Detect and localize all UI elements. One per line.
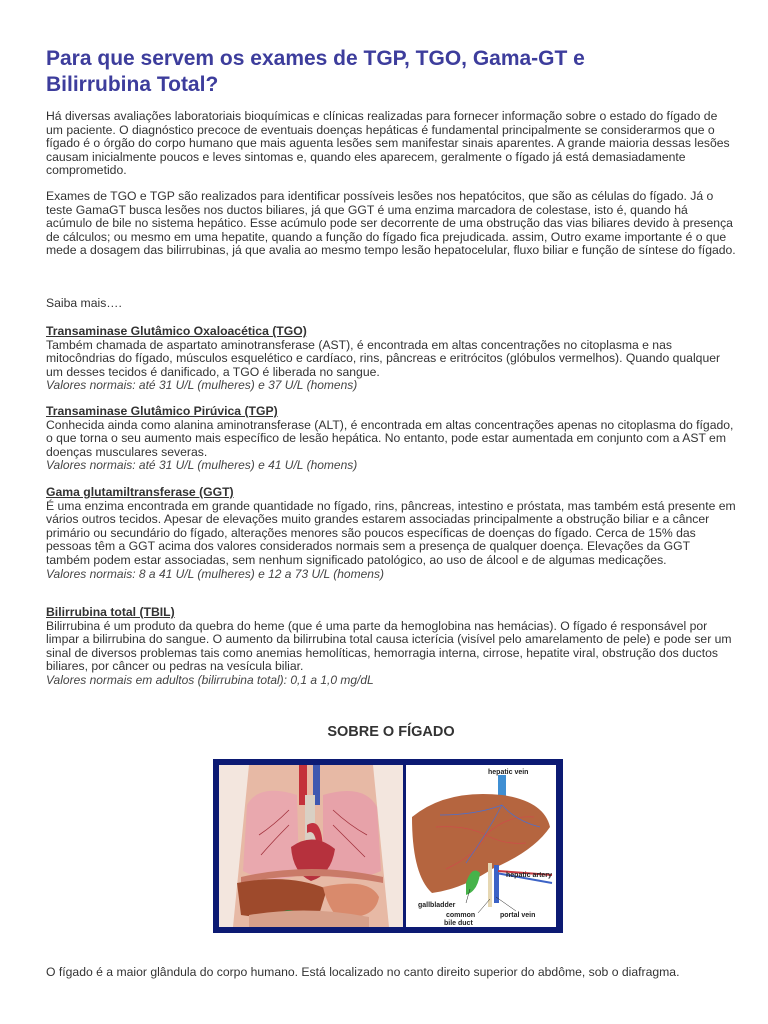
section-body: Também chamada de aspartato aminotransferase (AST), é encontrada em altas concentrações no citoplasma e nas mitocôndrias do fígado, músculos esquelético e cardíaco, rins, pâncreas e eritrócitos (glóbulos vermelhos). Quando qualquer um desses tecidos é danificado, a TGO é liberada no sangue. xyxy=(46,337,721,379)
saiba-mais-text: Saiba mais…. xyxy=(46,296,122,310)
normal-values: Valores normais: até 31 U/L (mulheres) e 37 U/L (homens) xyxy=(46,378,358,393)
normal-values: Valores normais em adultos (bilirrubina total): 0,1 a 1,0 mg/dL xyxy=(46,672,374,687)
liver-illustration xyxy=(406,765,556,927)
torso-organs-image xyxy=(219,765,403,927)
page-title: Para que servem os exames de TGP, TGO, Gama-GT e Bilirrubina Total? xyxy=(46,47,585,96)
section-tgo xyxy=(46,325,736,392)
label-gallbladder: gallbladder xyxy=(418,902,456,909)
section-body: Bilirrubina é um produto da quebra do heme (que é uma parte da hemoglobina nas hemácias). O fígado é responsável por limpar a bilirrubina do sangue. O aumento da bilirrubina total causa icterícia (visível pelo amarelamento de pele) e pode ser um sinal de diversos problemas tais como anemias hemolíticas, hemorragia interna, cirrose, hepatite viral, obstrução dos ductos biliares, por câncer ou pedras na vesícula biliar. xyxy=(46,618,732,674)
label-portal-vein: portal vein xyxy=(500,912,536,919)
section-title: Bilirrubina total (TBIL) xyxy=(46,605,175,619)
intro-paragraph-1: Há diversas avaliações laboratoriais bioquímicas e clínicas realizadas para fornecer informação sobre o estado do fígado de um paciente. O diagnóstico precoce de eventuais doenças hepáticas é fundamental principalmente se considerarmos que o fígado é o órgão do corpo humano que mais aguenta lesões sem manifestar sinais aparentes. A grande maioria dessas lesões causam inicialmente poucos e leves sintomas e, quando eles aparecem, geralmente o fígado já está demasiadamente comprometido. xyxy=(46,109,730,178)
liver-vessels-image xyxy=(406,765,556,927)
about-liver-heading: SOBRE O FÍGADO xyxy=(327,724,455,740)
section-title: Transaminase Glutâmico Pirúvica (TGP) xyxy=(46,404,278,418)
normal-values: Valores normais: 8 a 41 U/L (mulheres) e 12 a 73 U/L (homens) xyxy=(46,566,384,581)
intro-paragraph-2: Exames de TGO e TGP são realizados para identificar possíveis lesões nos hepatócitos, que são as células do fígado. Já o teste GamaGT busca lesões nos ductos biliares, já que GGT é uma enzima marcadora de colestase, isto é, quando há acúmulo de bile no sistema hepático. Esse acúmulo pode ser decorrente de uma obstrução das vias biliares devido à presença de cálculos; ou mesmo em uma hepatite, quando a função do fígado fica prejudicada. assim, Outro exame importante é o que mede a dosagem das bilirrubinas, já que avalia ao mesmo tempo lesão hepatocelular, fluxo biliar e função de síntese do fígado. xyxy=(46,189,736,258)
section-body: É uma enzima encontrada em grande quantidade no fígado, rins, pâncreas, intestino e próstata, mas também está presente em vários outros tecidos. Apesar de elevações muito grandes estarem associadas principalmente a obstrução biliar e a câncer primário ou secundário do fígado, alterações menores são poucos específicas de doenças do fígado. Cerca de 15% das pessoas têm a GGT acima dos valores considerados normais sem a presença de qualquer doença. Elevações da GGT também podem estar associadas, sem nenhum significado patológico, ao uso de álcool e de algumas medicações. xyxy=(46,498,736,567)
label-common-bile-duct: common xyxy=(446,912,476,919)
liver-anatomy-figure xyxy=(213,759,563,933)
section-title: Transaminase Glutâmico Oxaloacética (TGO) xyxy=(46,324,307,338)
section-body: Conhecida ainda como alanina aminotransferase (ALT), é encontrada em altas concentrações apenas no citoplasma do fígado, o que torna o seu aumento mais específico de lesão hepática. No entanto, pode estar aumentada em conjunto com a AST em doenças musculares severas. xyxy=(46,417,734,459)
normal-values: Valores normais: até 31 U/L (mulheres) e 41 U/L (homens) xyxy=(46,458,358,473)
label-bile-duct: bile duct xyxy=(444,920,473,927)
section-title: Gama glutamiltransferase (GGT) xyxy=(46,485,234,499)
label-hepatic-artery: hepatic artery xyxy=(506,872,552,879)
closing-paragraph: O fígado é a maior glândula do corpo humano. Está localizado no canto direito superior do abdôme, sob o diafragma. xyxy=(46,965,680,979)
section-tbil xyxy=(46,606,736,687)
section-tgp xyxy=(46,405,736,472)
section-ggt xyxy=(46,486,736,581)
label-hepatic-vein: hepatic vein xyxy=(488,769,529,776)
torso-illustration xyxy=(219,765,403,927)
